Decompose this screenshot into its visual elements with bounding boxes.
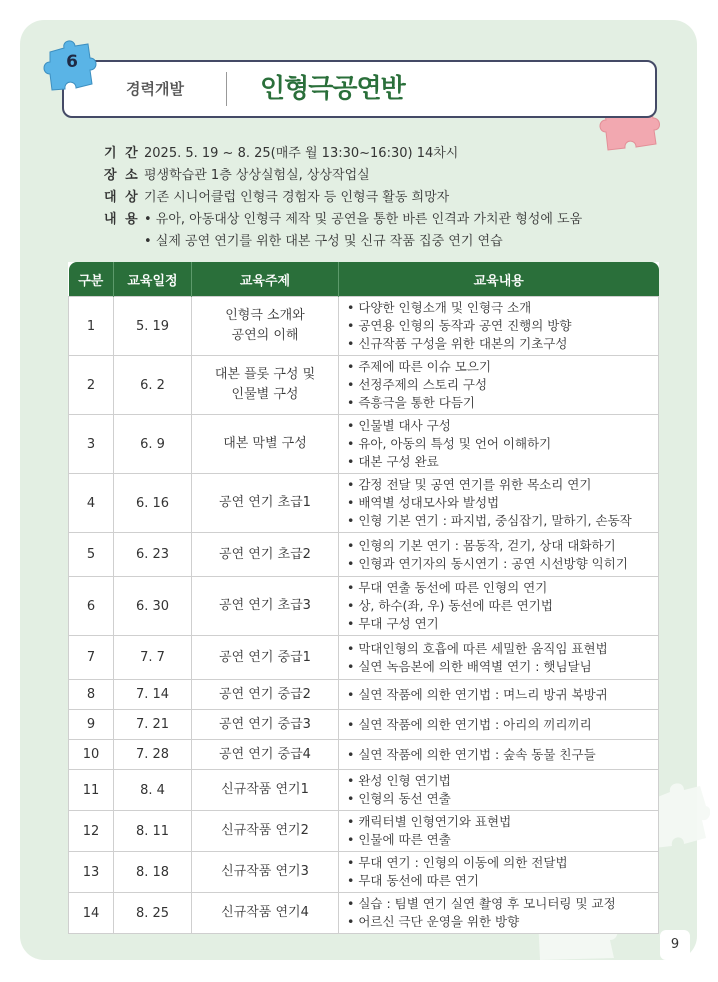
table-row (69, 636, 659, 680)
row-date: 6. 16 (114, 474, 192, 533)
row-topic (192, 740, 339, 770)
table-row (69, 533, 659, 577)
row-topic (192, 680, 339, 710)
row-date: 8. 25 (114, 893, 192, 934)
category-label: 경력개발 (126, 80, 184, 98)
period-row (104, 143, 582, 165)
header-box (62, 60, 657, 118)
content-line: • 캐릭터별 인형연기와 표현법 (347, 814, 512, 829)
topic-line: 인물별 구성 (231, 387, 299, 402)
table-row (69, 852, 659, 893)
row-content (339, 893, 659, 934)
table-row (69, 710, 659, 740)
row-topic (192, 811, 339, 852)
place-label: 장 소 (104, 168, 140, 183)
content-label: 내 용 (104, 212, 140, 227)
content-line: • 인형 기본 연기 : 파지법, 중심잡기, 말하기, 손동작 (347, 513, 632, 528)
topic-line: 신규작품 연기4 (221, 905, 309, 920)
table-row (69, 577, 659, 636)
table-row (69, 474, 659, 533)
content-line: • 인형의 기본 연기 : 몸동작, 걷기, 상대 대화하기 (347, 537, 616, 553)
topic-line: 신규작품 연기3 (221, 864, 309, 879)
table-row (69, 680, 659, 710)
row-topic (192, 356, 339, 415)
row-number: 1 (69, 297, 114, 356)
row-topic (192, 636, 339, 680)
table-row (69, 415, 659, 474)
row-topic (192, 577, 339, 636)
row-number: 6 (69, 577, 114, 636)
row-content (339, 636, 659, 680)
row-topic (192, 770, 339, 811)
row-number: 7 (69, 636, 114, 680)
topic-line: 공연 연기 중급3 (219, 716, 311, 732)
content-line: • 즉흥극을 통한 다듬기 (347, 395, 475, 410)
topic-line: 공연 연기 중급2 (219, 686, 311, 702)
content-line: • 무대 구성 연기 (347, 616, 439, 631)
topic-line: 신규작품 연기1 (221, 782, 309, 797)
content-line: • 유아, 아동의 특성 및 언어 이해하기 (347, 436, 552, 451)
row-date: 6. 2 (114, 356, 192, 415)
content-line: • 배역별 성대모사와 발성법 (347, 495, 500, 510)
row-content (339, 297, 659, 356)
row-topic (192, 852, 339, 893)
row-topic (192, 710, 339, 740)
row-number: 4 (69, 474, 114, 533)
content-line: • 인물별 대사 구성 (347, 418, 451, 433)
row-topic (192, 474, 339, 533)
content-line: • 공연용 인형의 동작과 공연 진행의 방향 (347, 318, 572, 333)
row-date: 8. 4 (114, 770, 192, 811)
row-date: 6. 9 (114, 415, 192, 474)
content-line: • 상, 하수(좌, 우) 동선에 따른 연기법 (347, 598, 553, 613)
content-line: • 무대 연출 동선에 따른 인형의 연기 (347, 580, 548, 595)
page-number: 9 (660, 930, 690, 960)
table-row (69, 893, 659, 934)
content-line: • 대본 구성 완료 (347, 454, 439, 469)
target-value: 기존 시니어클럽 인형극 경험자 등 인형극 활동 희망자 (144, 190, 450, 205)
row-content (339, 811, 659, 852)
content-line: • 실습 : 팀별 연기 실연 촬영 후 모니터링 및 교정 (347, 896, 616, 911)
content-line: • 무대 동선에 따른 연기 (347, 873, 479, 888)
table-row (69, 356, 659, 415)
column-header: 교육내용 (339, 262, 659, 297)
row-date: 7. 14 (114, 680, 192, 710)
row-topic (192, 415, 339, 474)
row-number: 10 (69, 740, 114, 770)
place-value: 평생학습관 1층 상상실험실, 상상작업실 (144, 168, 370, 183)
content-line: • 실연 작품에 의한 연기법 : 며느리 방귀 복방귀 (347, 686, 608, 702)
row-content (339, 740, 659, 770)
row-content (339, 474, 659, 533)
table-header-row (69, 262, 659, 297)
content-line: • 다양한 인형소개 및 인형극 소개 (347, 300, 532, 315)
row-date: 5. 19 (114, 297, 192, 356)
row-number: 13 (69, 852, 114, 893)
row-date: 7. 7 (114, 636, 192, 680)
content-line: • 인형과 연기자의 동시연기 : 공연 시선방향 익히기 (347, 555, 628, 571)
column-header: 교육주제 (192, 262, 339, 297)
content-line: • 인물에 따른 연출 (347, 832, 451, 847)
row-date: 8. 18 (114, 852, 192, 893)
row-date: 7. 28 (114, 740, 192, 770)
schedule-table (68, 262, 659, 934)
period-label: 기 간 (104, 146, 140, 161)
topic-line: 인형극 소개와 (225, 308, 305, 323)
content-line: • 무대 연기 : 인형의 이동에 의한 전달법 (347, 855, 568, 870)
row-topic (192, 297, 339, 356)
target-label: 대 상 (104, 190, 140, 205)
topic-line: 공연 연기 초급2 (219, 546, 311, 562)
table-row (69, 811, 659, 852)
row-number: 9 (69, 710, 114, 740)
row-content (339, 770, 659, 811)
row-date: 6. 30 (114, 577, 192, 636)
topic-line: 신규작품 연기2 (221, 823, 309, 838)
content-line: • 주제에 따른 이슈 모으기 (347, 359, 492, 374)
column-header: 교육일정 (114, 262, 192, 297)
content-line: • 유아, 아동대상 인형극 제작 및 공연을 통한 바른 인격과 가치관 형성에 도움 (144, 212, 583, 227)
content-row (104, 209, 582, 231)
content-line: • 실연 작품에 의한 연기법 : 숲속 동물 친구들 (347, 746, 596, 762)
header-divider (226, 72, 227, 106)
row-content (339, 415, 659, 474)
row-content (339, 356, 659, 415)
period-value: 2025. 5. 19 ~ 8. 25(매주 월 13:30~16:30) 14차시 (144, 146, 459, 161)
course-info (104, 143, 582, 253)
content-line: • 실연 녹음본에 의한 배역별 연기 : 햇님달님 (347, 658, 592, 674)
table-row (69, 297, 659, 356)
target-row (104, 187, 582, 209)
column-header: 구분 (69, 262, 114, 297)
row-content (339, 680, 659, 710)
topic-line: 대본 막별 구성 (223, 436, 307, 451)
topic-line: 공연 연기 중급4 (219, 746, 311, 762)
content-line: • 선정주제의 스토리 구성 (347, 377, 488, 392)
row-date: 8. 11 (114, 811, 192, 852)
row-topic (192, 533, 339, 577)
section-number: 6 (66, 52, 78, 72)
content-line: • 인형의 동선 연출 (347, 791, 451, 806)
row-content (339, 533, 659, 577)
schedule-body (69, 297, 659, 934)
content-line: • 완성 인형 연기법 (347, 773, 451, 788)
topic-line: 공연 연기 중급1 (219, 649, 311, 665)
row-content (339, 710, 659, 740)
topic-line: 공연 연기 초급3 (219, 598, 311, 613)
row-number: 11 (69, 770, 114, 811)
row-number: 5 (69, 533, 114, 577)
row-date: 7. 21 (114, 710, 192, 740)
content-line: • 실연 작품에 의한 연기법 : 아리의 끼리끼리 (347, 716, 592, 732)
row-number: 12 (69, 811, 114, 852)
table-row (69, 770, 659, 811)
place-row (104, 165, 582, 187)
table-row (69, 740, 659, 770)
row-number: 8 (69, 680, 114, 710)
content-line: • 신규작품 구성을 위한 대본의 기초구성 (347, 336, 568, 351)
content-line: • 감정 전달 및 공연 연기를 위한 목소리 연기 (347, 477, 592, 492)
page-title: 인형극공연반 (260, 74, 405, 104)
topic-line: 공연의 이해 (231, 328, 299, 343)
row-content (339, 577, 659, 636)
topic-line: 대본 플롯 구성 및 (214, 367, 316, 382)
row-number: 2 (69, 356, 114, 415)
row-number: 14 (69, 893, 114, 934)
content-line: • 실제 공연 연기를 위한 대본 구성 및 신규 작품 집중 연기 연습 (144, 234, 503, 249)
topic-line: 공연 연기 초급1 (219, 495, 311, 510)
content-line: • 어르신 극단 운영을 위한 방향 (347, 914, 520, 929)
row-number: 3 (69, 415, 114, 474)
row-topic (192, 893, 339, 934)
content-line: • 막대인형의 호흡에 따른 세밀한 움직임 표현법 (347, 640, 608, 656)
row-content (339, 852, 659, 893)
row-date: 6. 23 (114, 533, 192, 577)
